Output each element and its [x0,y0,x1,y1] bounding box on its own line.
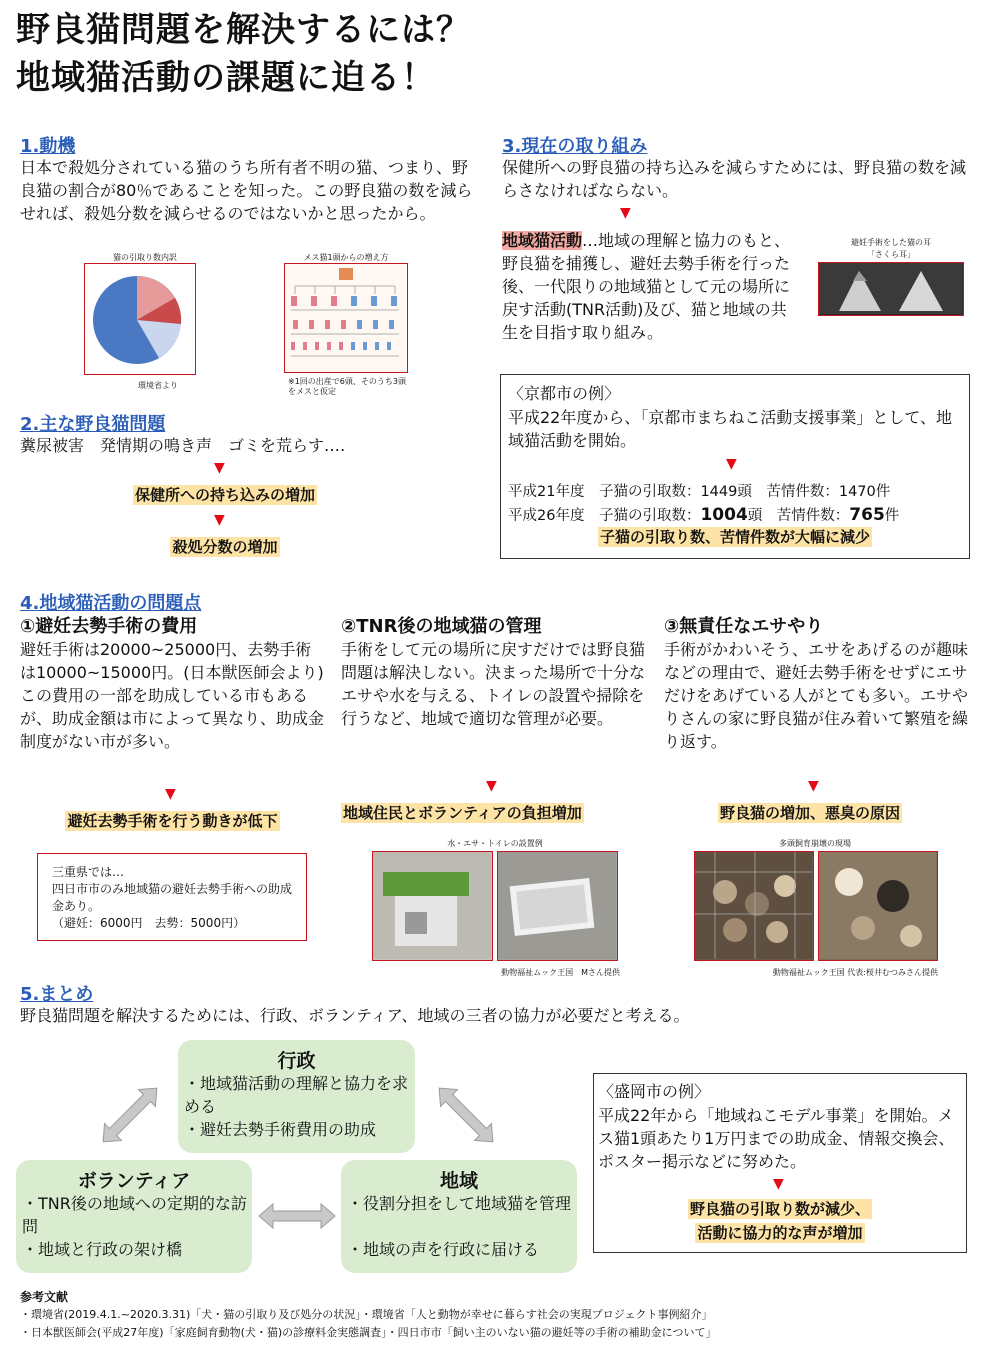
gov-line2: ・避妊去勢手術費用の助成 [184,1120,377,1139]
cat-ear-photo-icon [819,263,962,314]
volunteer-title: ボランティア [77,1170,191,1192]
morioka-body: 平成22年から「地域ねこモデル事業」を開始。メス猫1頭あたり1万円までの助成金、情報交換会、ポスター掲示などに努めた。 [598,1106,955,1171]
tree-note: ※1回の出産で6頭、そのうち3頭をメスと仮定 [288,377,406,396]
ear-caption1: 避妊手術をした猫の耳 [851,238,931,247]
area-line1: ・役割分担をして地域猫を管理 [347,1194,572,1213]
arrow-down-icon: ▼ [726,456,737,472]
section5-heading: 5.まとめ [20,984,94,1005]
arrow-down-icon: ▼ [214,460,225,476]
problem1-body: 避妊手術は20000~25000円、去勢手術は10000~15000円。(日本獣医師会より)この費用の一部を助成している市もあるが、助成金額は市によって異なり、助成金制度がない市が多い。 [20,640,325,751]
section2-body: 糞尿被害 発情期の鳴き声 ゴミを荒らす‥‥ [20,436,346,455]
section3-heading: 3.現在の取り組み [502,136,648,157]
double-arrow-icon [259,1204,335,1228]
ear-caption2: 「さくら耳」 [867,250,915,259]
problem2-photo-caption: 水・エサ・トイレの設置例 [447,839,543,848]
caged-cats-icon [695,852,812,959]
litter-box-icon [498,852,616,959]
feeding-station-icon [373,852,491,959]
morioka-result1: 野良猫の引取り数が減少、 [689,1200,870,1218]
hoarding-photo2 [818,851,938,961]
morioka-result2: 活動に協力的な声が増加 [697,1224,863,1242]
tree-caption: メス猫1頭からの増え方 [303,253,389,262]
page-title-line1: 野良猫問題を解決するには？ [16,10,471,50]
problem3-result: 野良猫の増加、悪臭の原因 [719,804,900,822]
arrow-down-icon: ▼ [773,1176,784,1192]
volunteer-line2: ・地域と行政の架け橋 [22,1240,183,1259]
arrow-down-icon: ▼ [620,205,631,221]
problem2-result: 地域住民とボランティアの負担増加 [343,804,582,822]
reference-2: ・日本獣医師会(平成27年度)「家庭飼育動物(犬・猫)の診療料金実態調査」・四日市市「飼い主のいない猫の避妊等の手術の補助金について」 [20,1326,717,1339]
kyoto-heading: 〈京都市の例〉 [508,384,621,403]
kyoto-body: 平成22年度から、「京都市まちねこ活動支援事業」として、地域猫活動を開始。 [508,408,953,450]
kyoto-result: 子猫の引取り数、苦情件数が大幅に減少 [599,528,870,546]
problem2-title: ②TNR後の地域猫の管理 [341,616,542,637]
hoarding-photo1 [694,851,814,961]
feeding-station-photo2 [497,851,618,961]
double-arrow-icon [95,1080,166,1151]
feeding-station-photo1 [372,851,493,961]
gov-title: 行政 [277,1050,316,1072]
morioka-heading: 〈盛岡市の例〉 [598,1082,711,1101]
crowded-cats-icon [819,852,936,959]
reference-1: ・環境省(2019.4.1.~2020.3.31)「犬・猫の引取り及び処分の状況」・環境省「人と動物が幸せに暮らす社会の実現プロジェクト事例紹介」 [20,1308,713,1321]
problem1-title: ①避妊去勢手術の費用 [20,616,198,637]
problem3-photo-credit: 動物福祉ムック王国 代表:桜井むつみさん提供 [772,968,938,977]
section1-heading: 1.動機 [20,136,76,157]
term-description: …地域の理解と協力のもと、野良猫を捕獲し、避妊去勢手術を行った後、一代限りの地域猫として元の場所に戻す活動(TNR活動)及び、猫と地域の共生を目指す取り組み。 [502,231,791,342]
family-tree-image [284,263,408,373]
arrow-down-icon: ▼ [214,512,225,528]
arrow-down-icon: ▼ [486,778,497,794]
pie-chart-icon [85,264,194,373]
section5-body: 野良猫問題を解決するためには、行政、ボランティア、地域の三者の協力が必要だと考える。 [20,1006,690,1025]
kyoto-row2-unit: 件 [884,508,900,524]
pie-source: 環境省より [138,381,178,390]
problem3-photo-caption: 多頭飼育崩壊の現場 [779,839,851,848]
pie-chart-image [84,263,196,375]
pie-caption: 猫の引取り数内訳 [113,253,177,262]
area-title: 地域 [439,1170,478,1192]
arrow-down-icon: ▼ [165,786,176,802]
kyoto-row2 [508,504,899,525]
page-title-line2: 地域猫活動の課題に迫る！ [16,58,436,98]
problem2-photo-credit: 動物福祉ムック王国 Mさん提供 [501,968,620,977]
term-highlight: 地域猫活動 [502,231,583,250]
gov-line1: ・地域猫活動の理解と協力を求める [184,1074,409,1116]
kyoto-row2-label2: 頭 苦情件数： [747,508,850,524]
relation-arrows [0,1030,600,1250]
area-line2: ・地域の声を行政に届ける [347,1240,540,1259]
cat-family-tree-icon [285,264,406,371]
section2-step1: 保健所への持ち込みの増加 [134,486,315,504]
arrow-down-icon: ▼ [808,778,819,794]
volunteer-line1: ・TNR後の地域への定期的な訪問 [22,1194,247,1236]
double-arrow-icon [431,1080,502,1151]
section2-heading: 2.主な野良猫問題 [20,414,166,435]
section3-term-block [502,229,802,344]
mie-note-text: 三重県では… 四日市市のみ地域猫の避妊去勢手術への助成金あり。 （避妊：6000円 去勢：5000円） [52,865,293,930]
kyoto-row1: 平成21年度 子猫の引取数：1449頭 苦情件数：1470件 [508,484,891,500]
sakura-ear-photo [818,262,964,316]
references-heading: 参考文献 [20,1290,69,1304]
problem1-result: 避妊去勢手術を行う動きが低下 [67,812,278,830]
section2-step2: 殺処分数の増加 [172,538,278,556]
kyoto-row2-complaints: 765 [849,505,885,525]
problem3-body: 手術がかわいそう、エサをあげるのが趣味などの理由で、避妊去勢手術をせずにエサだけをあげている人がとても多い。エサやりさんの家に野良猫が住み着いて繁殖を繰り返す。 [664,640,969,751]
section1-body: 日本で殺処分されている猫のうち所有者不明の猫、つまり、野良猫の割合が80％であることを知った。この野良猫の数を減らせれば、殺処分数を減らせるのではないかと思ったから。 [20,158,473,223]
kyoto-row2-label: 平成26年度 子猫の引取数： [508,508,701,524]
problem3-title: ③無責任なエサやり [664,616,824,637]
kyoto-row2-count: 1004 [700,505,748,525]
section4-heading: 4.地域猫活動の問題点 [20,593,202,614]
section3-body: 保健所への野良猫の持ち込みを減らすためには、野良猫の数を減らさなければならない。 [502,158,967,200]
problem2-body: 手術をして元の場所に戻すだけでは野良猫問題は解決しない。決まった場所で十分なエサや水を与える、トイレの設置や掃除を行うなど、地域で適切な管理が必要。 [341,640,646,728]
